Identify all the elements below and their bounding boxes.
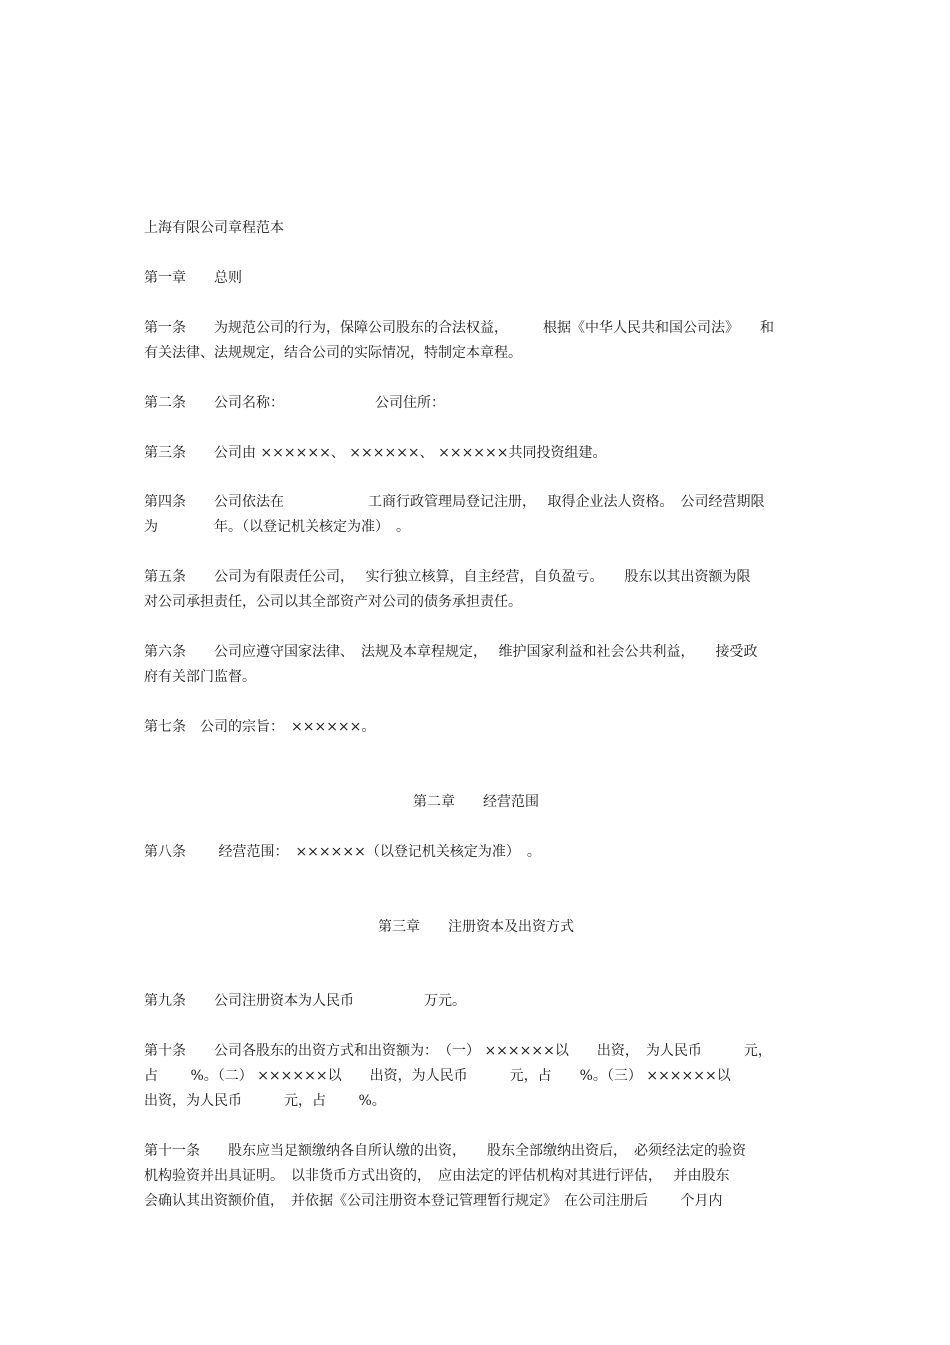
chapter-1-heading: 第一章 总则 [144, 270, 242, 286]
article-8: 第八条 经营范围： ××××××（以登记机关核定为准） 。 [144, 844, 541, 860]
article-1-line-2: 有关法律、法规规定，结合公司的实际情况，特制定本章程。 [144, 345, 522, 361]
article-11-line-3: 会确认其出资额价值， 并依据《公司注册资本登记管理暂行规定》 在公司注册后 个月内 [144, 1193, 723, 1209]
article-4-line-1: 第四条 公司依法在 工商行政管理局登记注册， 取得企业法人资格。 公司经营期限 [144, 494, 765, 510]
article-11-line-1: 第十一条 股东应当足额缴纳各自所认缴的出资， 股东全部缴纳出资后， 必须经法定的验资 [144, 1143, 746, 1159]
document-title: 上海有限公司章程范本 [144, 220, 284, 236]
article-1-line-1: 第一条 为规范公司的行为，保障公司股东的合法权益， 根据《中华人民共和国公司法》 和 [144, 320, 774, 336]
article-10-line-3: 出资，为人民币 元，占 %。 [144, 1093, 386, 1109]
article-3: 第三条 公司由 ××××××、 ××××××、 ××××××共同投资组建。 [144, 445, 607, 461]
article-6-line-1: 第六条 公司应遵守国家法律、 法规及本章程规定， 维护国家利益和社会公共利益， 接受政 [144, 644, 758, 660]
chapter-3-heading: 第三章 注册资本及出资方式 [378, 919, 574, 935]
article-10-line-1: 第十条 公司各股东的出资方式和出资额为： （一） ××××××以 出资， 为人民币 元， [144, 1043, 772, 1059]
article-4-line-2: 为 年。（以登记机关核定为准） 。 [144, 519, 410, 535]
article-2: 第二条 公司名称： 公司住所： [144, 395, 445, 411]
article-6-line-2: 府有关部门监督。 [144, 669, 256, 685]
article-9: 第九条 公司注册资本为人民币 万元。 [144, 993, 466, 1009]
article-11-line-2: 机构验资并出具证明。 以非货币方式出资的， 应由法定的评估机构对其进行评估， 并由股东 [144, 1168, 730, 1184]
article-5-line-2: 对公司承担责任，公司以其全部资产对公司的债务承担责任。 [144, 594, 522, 610]
chapter-2-heading: 第二章 经营范围 [413, 794, 539, 810]
article-5-line-1: 第五条 公司为有限责任公司， 实行独立核算，自主经营，自负盈亏。 股东以其出资额为限 [144, 569, 751, 585]
article-10-line-2: 占 %。（二） ××××××以 出资，为人民币 元，占 %。（三） ××××××以 [144, 1068, 731, 1084]
article-7: 第七条 公司的宗旨： ××××××。 [144, 719, 376, 735]
